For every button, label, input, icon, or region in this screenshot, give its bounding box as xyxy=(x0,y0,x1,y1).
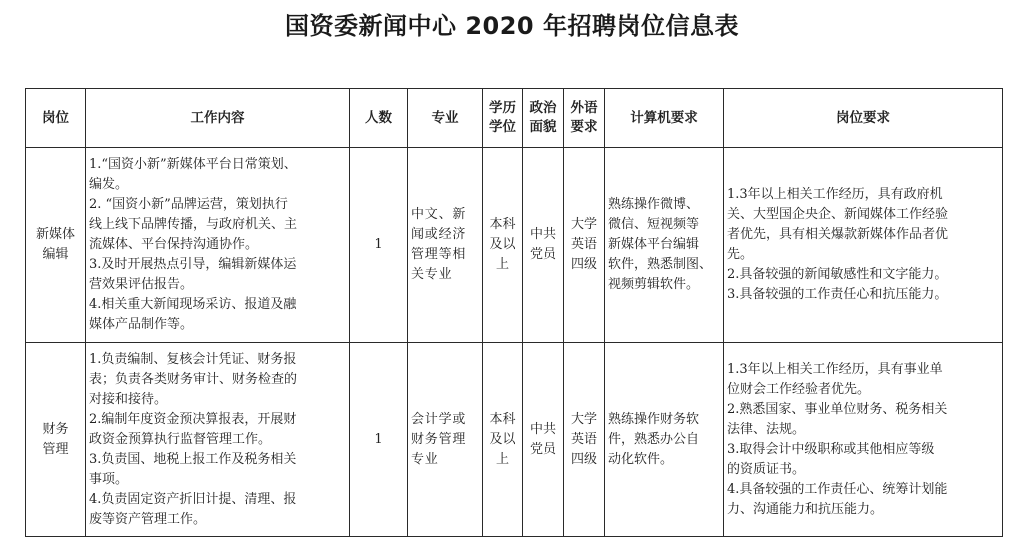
header-major xyxy=(408,89,483,148)
cell-language xyxy=(564,343,605,537)
requirement-line: 法律、法规。 xyxy=(727,421,806,437)
header-education-line: 学历 xyxy=(489,100,516,116)
cell-major xyxy=(408,343,483,537)
content-line: 废等资产管理工作。 xyxy=(89,511,207,527)
cell-requirements xyxy=(724,148,1003,343)
major-lines xyxy=(408,203,482,287)
political-line: 中共 xyxy=(529,421,556,437)
cell-count: 1 xyxy=(350,343,408,537)
requirement-line: 2.熟悉国家、事业单位财务、税务相关 xyxy=(727,401,948,417)
recruitment-table xyxy=(25,88,1003,537)
position-line: 编辑 xyxy=(42,247,69,262)
header-education-line: 学位 xyxy=(489,119,516,135)
cell-content xyxy=(86,343,350,537)
requirement-line: 关、大型国企央企、新闻媒体工作经验 xyxy=(727,207,949,222)
header-language-line: 外语 xyxy=(570,100,598,116)
cell-position xyxy=(26,148,86,343)
content-line: 4.负责固定资产折旧计提、清理、报 xyxy=(89,491,297,507)
computer-line: 视频剪辑软件。 xyxy=(608,277,700,292)
major-line: 专业 xyxy=(411,451,439,467)
header-political-line: 政治 xyxy=(529,100,557,116)
language-line: 英语 xyxy=(570,431,597,447)
requirement-line: 3.取得会计中级职称或其他相应等级 xyxy=(727,441,935,457)
header-position: 岗位 xyxy=(26,89,86,148)
header-major-line: 专业 xyxy=(431,109,459,126)
content-line: 对接和接待。 xyxy=(89,391,168,407)
cell-computer xyxy=(605,343,724,537)
computer-line: 件，熟悉办公自 xyxy=(608,431,700,447)
content-line: 2. “国资小新”品牌运营，策划执行 xyxy=(89,197,288,212)
header-political xyxy=(523,89,564,148)
header-political-line: 面貌 xyxy=(529,119,557,135)
content-line: 2.编制年度资金预决算报表，开展财 xyxy=(89,411,297,427)
header-education xyxy=(483,89,523,148)
document-title: 国资委新闻中心 2020 年招聘岗位信息表 xyxy=(284,12,739,40)
requirement-line: 先。 xyxy=(727,247,754,262)
computer-line: 动化软件。 xyxy=(608,451,674,467)
computer-lines xyxy=(605,193,723,297)
education-line: 及以 xyxy=(489,431,516,447)
position-line: 管理 xyxy=(42,441,69,457)
header-row xyxy=(26,89,1003,148)
computer-line: 熟练操作微博、 xyxy=(608,197,700,212)
education-line: 本科 xyxy=(489,411,516,427)
content-line: 线上线下品牌传播，与政府机关、主 xyxy=(89,217,298,232)
major-line: 财务管理 xyxy=(411,431,467,447)
requirements-lines xyxy=(724,358,1002,522)
requirement-line: 的资质证书。 xyxy=(727,461,806,477)
position-line: 新媒体 xyxy=(35,227,75,242)
content-line: 流媒体、平台保持沟通协作。 xyxy=(89,237,259,252)
header-requirements: 岗位要求 xyxy=(724,89,1003,148)
political-line: 中共 xyxy=(529,227,556,242)
computer-line: 熟练操作财务软 xyxy=(608,411,700,427)
computer-line: 软件，熟悉制图、 xyxy=(608,257,713,272)
content-line: 营效果评估报告。 xyxy=(89,277,194,292)
content-line: 编发。 xyxy=(89,177,129,192)
requirement-line: 4.具备较强的工作责任心、统筹计划能 xyxy=(727,481,948,497)
cell-political xyxy=(523,148,564,343)
content-line: 政资金预算执行监督管理工作。 xyxy=(89,431,272,447)
content-line: 1.负责编制、复核会计凭证、财务报 xyxy=(89,351,297,367)
cell-content xyxy=(86,148,350,343)
major-lines xyxy=(408,408,482,472)
content-line: 3.及时开展热点引导，编辑新媒体运 xyxy=(89,257,297,272)
content-lines xyxy=(86,348,349,532)
cell-language xyxy=(564,148,605,343)
major-line: 闻或经济 xyxy=(411,227,467,242)
language-line: 四级 xyxy=(570,257,597,272)
header-language-line: 要求 xyxy=(570,119,598,135)
requirement-line: 者优先，具有相关爆款新媒体作品者优 xyxy=(727,227,949,242)
language-line: 英语 xyxy=(570,237,597,252)
content-line: 3.负责国、地税上报工作及税务相关 xyxy=(89,451,297,467)
requirement-line: 3.具备较强的工作责任心和抗压能力。 xyxy=(727,287,948,302)
cell-education xyxy=(483,148,523,343)
education-line: 上 xyxy=(495,257,509,272)
header-count: 人数 xyxy=(350,89,408,148)
header-language xyxy=(564,89,605,148)
cell-computer xyxy=(605,148,724,343)
major-line: 中文、新 xyxy=(411,207,467,222)
computer-line: 新媒体平台编辑 xyxy=(608,237,700,252)
language-line: 大学 xyxy=(570,411,597,427)
content-line: 1.“国资小新”新媒体平台日常策划、 xyxy=(89,157,297,172)
content-line: 4.相关重大新闻现场采访、报道及融 xyxy=(89,297,297,312)
computer-line: 微信、短视频等 xyxy=(608,217,700,232)
language-line: 四级 xyxy=(570,451,597,467)
education-line: 及以 xyxy=(489,237,516,252)
requirement-line: 2.具备较强的新闻敏感性和文字能力。 xyxy=(727,267,948,282)
education-line: 本科 xyxy=(489,217,516,232)
requirement-line: 力、沟通能力和抗压能力。 xyxy=(727,501,884,517)
cell-count: 1 xyxy=(350,148,408,343)
cell-position xyxy=(26,343,86,537)
education-line: 上 xyxy=(495,451,509,467)
major-line: 关专业 xyxy=(411,267,453,282)
political-line: 党员 xyxy=(529,441,556,457)
requirement-line: 1.3年以上相关工作经历，具有政府机 xyxy=(727,187,943,202)
cell-education xyxy=(483,343,523,537)
computer-lines xyxy=(605,408,723,472)
header-computer: 计算机要求 xyxy=(605,89,724,148)
header-content: 工作内容 xyxy=(86,89,350,148)
major-line: 管理等相 xyxy=(411,247,467,262)
cell-requirements xyxy=(724,343,1003,537)
cell-major xyxy=(408,148,483,343)
table-row xyxy=(26,343,1003,537)
cell-political xyxy=(523,343,564,537)
political-line: 党员 xyxy=(529,247,556,262)
requirement-line: 位财会工作经验者优先。 xyxy=(727,381,871,397)
content-lines xyxy=(86,153,349,337)
major-line: 会计学或 xyxy=(411,411,467,427)
requirements-lines xyxy=(724,183,1002,307)
content-line: 媒体产品制作等。 xyxy=(89,317,194,332)
position-line: 财务 xyxy=(42,421,69,437)
content-line: 事项。 xyxy=(89,471,129,487)
language-line: 大学 xyxy=(570,217,597,232)
requirement-line: 1.3年以上相关工作经历，具有事业单 xyxy=(727,361,943,377)
table-row xyxy=(26,148,1003,343)
content-line: 表；负责各类财务审计、财务检查的 xyxy=(89,371,298,387)
